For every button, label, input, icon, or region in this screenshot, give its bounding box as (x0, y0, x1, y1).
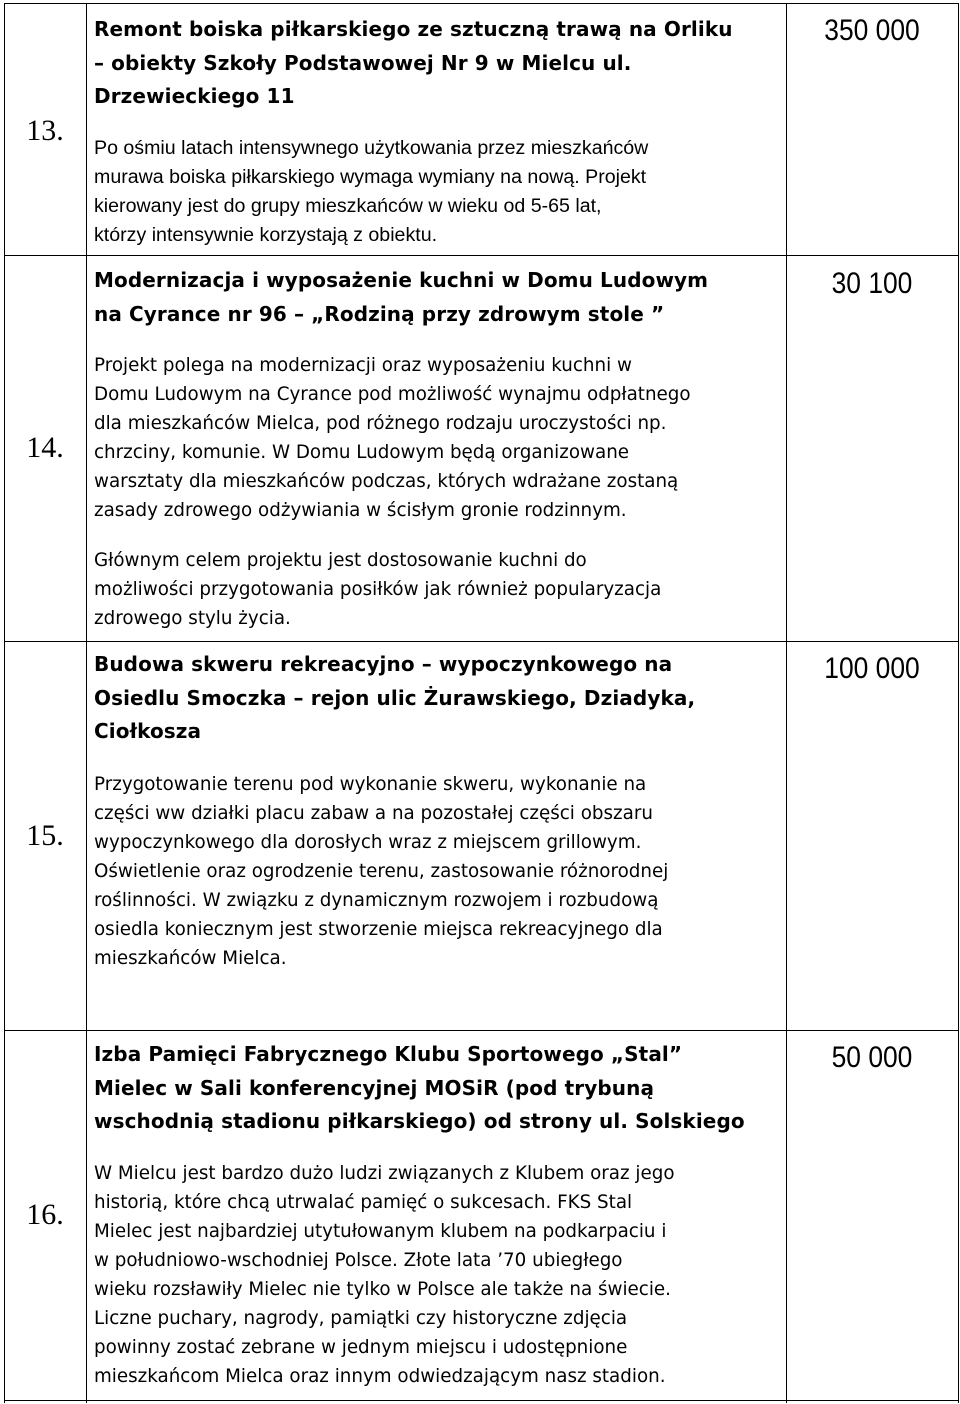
row-number: 15. (26, 819, 64, 852)
description-line: zdrowego stylu życia. (94, 608, 291, 629)
description-line: wieku rozsławiły Mielec nie tylko w Polsce ale także na świecie. (94, 1279, 671, 1300)
description-line: historią, które chcą utrwalać pamięć o sukcesach. FKS Stal (94, 1192, 633, 1213)
title-line: Izba Pamięci Fabrycznego Klubu Sportowego „Stal” (94, 1042, 683, 1066)
title-line: Ciołkosza (94, 719, 202, 743)
description-line: Po ośmiu latach intensywnego użytkowania przez mieszkańców (94, 137, 649, 159)
description-line: zasady zdrowego odżywiania w ścisłym gronie rodzinnym. (94, 500, 627, 521)
row-divider (4, 1400, 958, 1401)
project-description (94, 351, 780, 525)
title-line: Remont boiska piłkarskiego ze sztuczną trawą na Orliku (94, 17, 733, 41)
description-line: warsztaty dla mieszkańców podczas, których wdrażane zostaną (94, 471, 679, 492)
project-description (94, 134, 780, 250)
row-divider (4, 255, 958, 256)
description-line: Głównym celem projektu jest dostosowanie kuchni do (94, 550, 587, 571)
project-description (94, 770, 780, 973)
table-border-right (958, 3, 959, 1403)
row-number: 16. (26, 1198, 64, 1231)
column-divider-amount (786, 3, 787, 1403)
description-line: murawa boiska piłkarskiego wymaga wymiany na nową. Projekt (94, 166, 647, 188)
row-number: 14. (26, 431, 64, 464)
title-line: Mielec w Sali konferencyjnej MOSiR (pod trybuną (94, 1075, 655, 1100)
description-line: dla mieszkańców Mielca, pod różnego rodzaju uroczystości np. (94, 413, 667, 434)
description-line: osiedla koniecznym jest stworzenie miejsca rekreacyjnego dla (94, 919, 663, 940)
amount-value: 50 000 (831, 1041, 913, 1074)
description-line: Domu Ludowym na Cyrance pod możliwość wynajmu odpłatnego (94, 384, 691, 405)
description-line: Mielec jest najbardziej utytułowanym klubem na podkarpaciu i (94, 1221, 667, 1242)
amount-value: 350 000 (824, 14, 920, 47)
description-line: mieszkańcom Mielca oraz innym odwiedzającym nasz stadion. (94, 1366, 666, 1387)
title-line: Modernizacja i wyposażenie kuchni w Domu Ludowym (94, 268, 709, 292)
row-number: 13. (26, 114, 64, 147)
description-line: chrzciny, komunie. W Domu Ludowym będą organizowane (94, 442, 630, 463)
row-divider (4, 641, 958, 642)
description-line: W Mielcu jest bardzo dużo ludzi związanych z Klubem oraz jego (94, 1163, 675, 1184)
project-title (94, 13, 780, 114)
title-line: wschodnią stadionu piłkarskiego) od strony ul. Solskiego (94, 1109, 745, 1133)
table-border-left (4, 3, 5, 1403)
description-line: Przygotowanie terenu pod wykonanie skweru, wykonanie na (94, 774, 647, 795)
description-line: Liczne puchary, nagrody, pamiątki czy historyczne zdjęcia (94, 1308, 628, 1329)
title-line: Drzewieckiego 11 (94, 84, 295, 108)
amount-value: 100 000 (824, 652, 920, 685)
column-divider-number (86, 3, 87, 1403)
description-line: Oświetlenie oraz ogrodzenie terenu, zastosowanie różnorodnej (94, 861, 669, 882)
description-line: którzy intensywnie korzystają z obiektu. (94, 224, 438, 246)
project-goal (94, 546, 780, 633)
description-line: Projekt polega na modernizacji oraz wyposażeniu kuchni w (94, 355, 632, 376)
title-line: Budowa skweru rekreacyjno – wypoczynkowego na (94, 652, 673, 676)
description-line: w południowo-wschodniej Polsce. Złote lata ’70 ubiegłego (94, 1250, 623, 1271)
amount-value: 30 100 (831, 267, 913, 300)
row-divider (4, 1030, 958, 1031)
description-line: roślinności. W związku z dynamicznym rozwojem i rozbudową (94, 890, 659, 911)
description-line: mieszkańców Mielca. (94, 948, 287, 969)
row-divider (4, 3, 958, 4)
project-title (94, 1038, 780, 1139)
title-line: na Cyrance nr 96 – „Rodziną przy zdrowym stole ” (94, 301, 665, 326)
project-title (94, 264, 780, 331)
project-description (94, 1159, 780, 1391)
title-line: – obiekty Szkoły Podstawowej Nr 9 w Mielcu ul. (94, 50, 632, 75)
project-title (94, 648, 780, 749)
description-line: części ww działki placu zabaw a na pozostałej części obszaru (94, 803, 653, 824)
description-line: wypoczynkowego dla dorosłych wraz z miejscem grillowym. (94, 832, 642, 853)
description-line: powinny zostać zebrane w jednym miejscu i udostępnione (94, 1337, 628, 1358)
description-line: kierowany jest do grupy mieszkańców w wieku od 5-65 lat, (94, 195, 602, 217)
title-line: Osiedlu Smoczka – rejon ulic Żurawskiego, Dziadyka, (94, 685, 696, 710)
description-line: możliwości przygotowania posiłków jak również popularyzacja (94, 579, 662, 600)
